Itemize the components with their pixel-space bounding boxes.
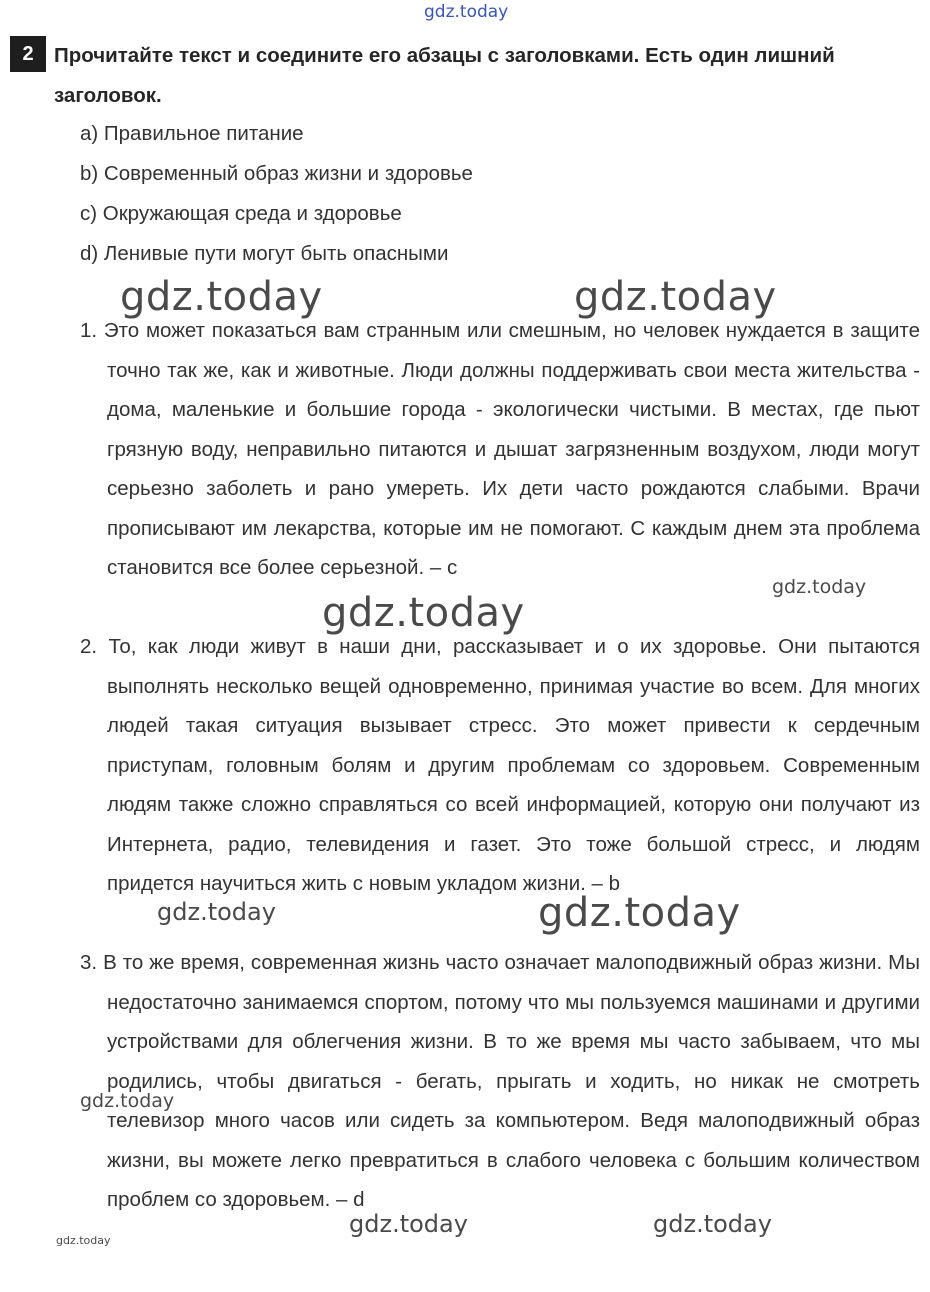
watermark: gdz.today	[574, 274, 777, 320]
paragraph-3-number: 3.	[80, 951, 98, 974]
watermark: gdz.today	[772, 576, 867, 598]
option-d: d) Ленивые пути могут быть опасными	[80, 242, 449, 265]
option-a: a) Правильное питание	[80, 122, 304, 145]
paragraph-3	[80, 943, 920, 1220]
task-number-badge: 2	[10, 36, 46, 72]
option-c: c) Окружающая среда и здоровье	[80, 202, 402, 225]
watermark: gdz.today	[538, 890, 741, 936]
paragraph-1-text: защите точно так же, как и животные. Люди должны поддерживать свои места жительства - дома, маленькие и большие города - экологически чистыми. В местах, где пьют грязную воду, неправильно питаются и дышат загрязненным воздухом, люди могут серьезно заболеть и рано умереть. Их дети часто рождаются слабыми. Врачи прописывают им лекарства, которые им не помогают. С каждым днем эта проблема становится все более серьезной. – c	[107, 319, 920, 579]
paragraph-2	[80, 627, 920, 904]
paragraph-1-number: 1.	[80, 319, 98, 342]
paragraph-1-text-start: 1. Это может показаться вам странным или смешным, но человек нуждается в	[80, 319, 844, 342]
paragraph-3-text-start: 3. В то же время, современная жизнь часто означает малоподвижный образ	[80, 951, 814, 974]
watermark: gdz.today	[56, 1234, 111, 1247]
watermark: gdz.today	[322, 590, 525, 636]
paragraph-3-text: жизни. Мы недостаточно занимаемся спортом, потому что мы пользуемся машинами и другими устройствами для облегчения жизни. В то же время мы часто забываем, что мы родились, чтобы двигаться - бегать, прыгать и ходить, но никак не смотреть телевизор много часов или сидеть за компьютером. Ведя малоподвижный образ жизни, вы можете легко превратиться в слабого человека с большим количеством проблем со здоровьем. – d	[107, 951, 920, 1211]
option-b: b) Современный образ жизни и здоровье	[80, 162, 473, 185]
paragraph-2-text: выполнять несколько вещей одновременно, принимая участие во всем. Для многих людей такая ситуация вызывает стресс. Это может привести к сердечным приступам, головным болям и другим проблемам со здоровьем. Современным людям также сложно справляться со всей информацией, которую они получают из Интернета, радио, телевидения и газет. Это тоже большой стресс, и людям придется научиться жить с новым укладом жизни. – b	[107, 674, 920, 895]
watermark: gdz.today	[157, 898, 276, 926]
paragraph-1	[80, 311, 920, 588]
watermark: gdz.today	[80, 1090, 175, 1112]
task-instruction: Прочитайте текст и соедините его абзацы с заголовками. Есть один лишний заголовок.	[54, 44, 835, 107]
watermark: gdz.today	[349, 1210, 468, 1238]
watermark: gdz.today	[653, 1210, 772, 1238]
paragraph-2-text-start: 2. То, как люди живут в наши дни, рассказывает и о их здоровье. Они пытаются	[80, 635, 920, 658]
watermark: gdz.today	[120, 274, 323, 320]
watermark: gdz.today	[424, 2, 509, 22]
paragraph-2-number: 2.	[80, 635, 98, 658]
heading-options-list	[80, 114, 680, 274]
